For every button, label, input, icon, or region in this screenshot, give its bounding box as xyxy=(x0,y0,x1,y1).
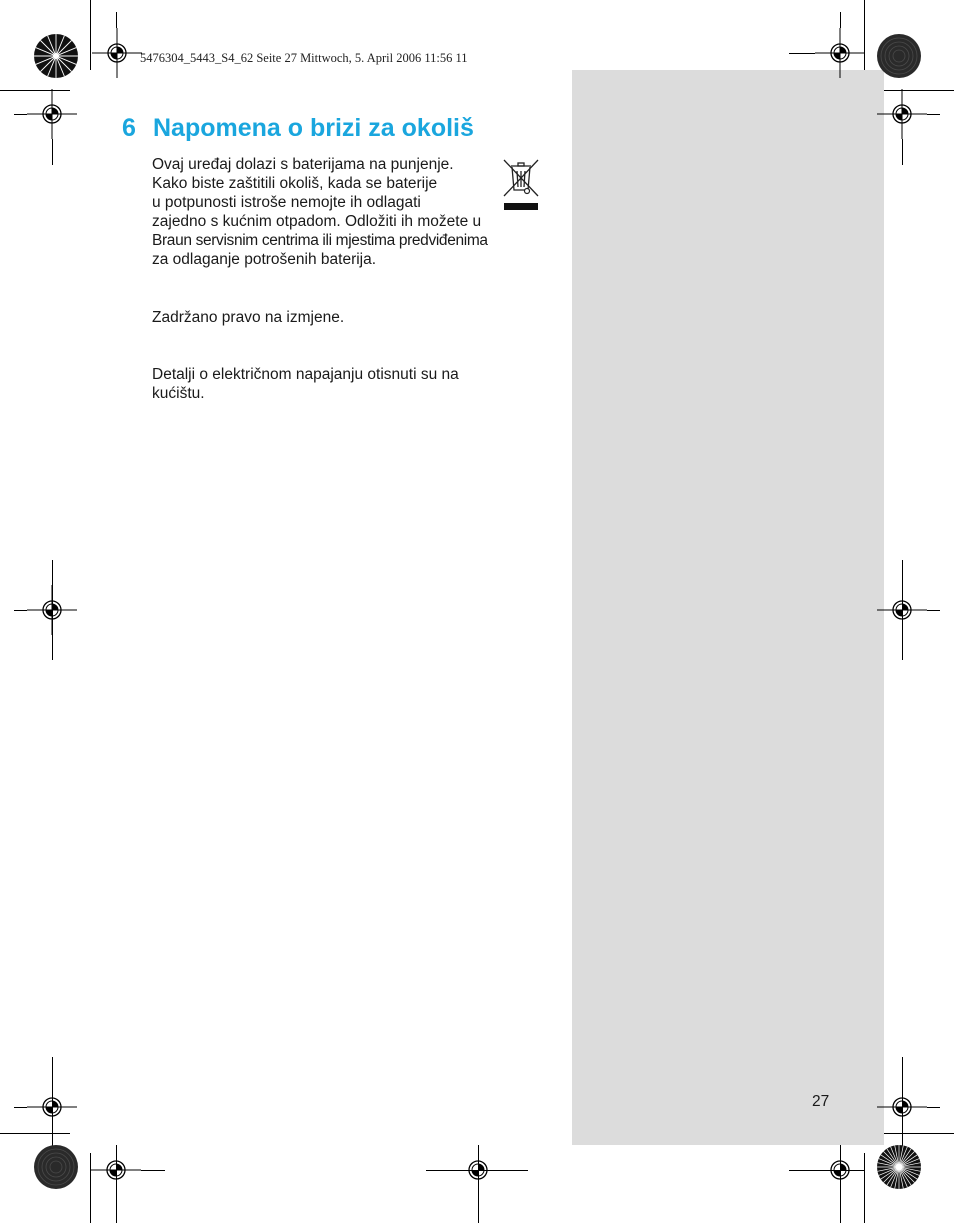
text-line: Braun servisnim centrima ili mjestima predviđenima xyxy=(152,232,488,249)
crop-line xyxy=(0,1133,70,1134)
registration-mark-icon xyxy=(27,89,77,139)
crop-line xyxy=(52,139,53,165)
crop-line xyxy=(840,1145,841,1223)
text-line: kućištu. xyxy=(152,385,205,402)
rights-reserved-paragraph xyxy=(152,308,344,327)
crop-line xyxy=(902,139,903,165)
crop-line xyxy=(116,12,117,28)
text-line: za odlaganje potrošenih baterija. xyxy=(152,251,377,268)
crop-line xyxy=(14,610,27,611)
text-line: Ovaj uređaj dolazi s baterijama na punjenje. xyxy=(152,156,454,173)
crop-line xyxy=(14,1107,27,1108)
text-line: u potpunosti istroše nemojte ih odlagati xyxy=(152,194,421,211)
crop-line xyxy=(840,12,841,28)
crop-line xyxy=(478,1145,479,1223)
battery-disposal-paragraph xyxy=(152,155,488,269)
crop-line xyxy=(789,53,815,54)
registration-mark-icon xyxy=(815,28,865,78)
crop-line xyxy=(927,114,940,115)
crop-line xyxy=(927,1107,940,1108)
crop-line xyxy=(116,1145,117,1223)
starburst-color-bar-icon xyxy=(33,33,79,79)
crop-line xyxy=(52,560,53,660)
crop-line xyxy=(902,560,903,660)
registration-mark-icon xyxy=(92,28,142,78)
section-title: Napomena o brizi za okoliš xyxy=(153,114,474,142)
starburst-color-bar-icon xyxy=(33,1144,79,1190)
starburst-color-bar-icon xyxy=(876,1144,922,1190)
text-line: Zadržano pravo na izmjene. xyxy=(152,309,345,326)
crop-line xyxy=(789,1170,865,1171)
crop-line xyxy=(927,610,940,611)
crossed-out-wheelie-bin-icon xyxy=(502,158,540,212)
section-number: 6 xyxy=(122,114,136,142)
crop-line xyxy=(902,1057,903,1157)
crop-line xyxy=(90,0,91,70)
grey-side-panel xyxy=(572,70,884,1145)
crop-line xyxy=(884,1133,954,1134)
starburst-color-bar-icon xyxy=(876,33,922,79)
text-line: Detalji o električnom napajanju otisnuti su na xyxy=(152,366,459,383)
page-number: 27 xyxy=(812,1093,830,1110)
crop-line xyxy=(52,1057,53,1157)
crop-line xyxy=(141,1170,165,1171)
text-line: Kako biste zaštitili okoliš, kada se baterije xyxy=(152,175,438,192)
section-heading xyxy=(122,114,474,143)
crop-line xyxy=(14,114,27,115)
registration-mark-icon xyxy=(877,89,927,139)
print-header: 5476304_5443_S4_62 Seite 27 Mittwoch, 5. April 2006 11:56 11 xyxy=(140,51,468,65)
crop-line xyxy=(426,1170,528,1171)
electrical-details-paragraph xyxy=(152,365,459,403)
text-line: zajedno s kućnim otpadom. Odložiti ih možete u xyxy=(152,213,482,230)
